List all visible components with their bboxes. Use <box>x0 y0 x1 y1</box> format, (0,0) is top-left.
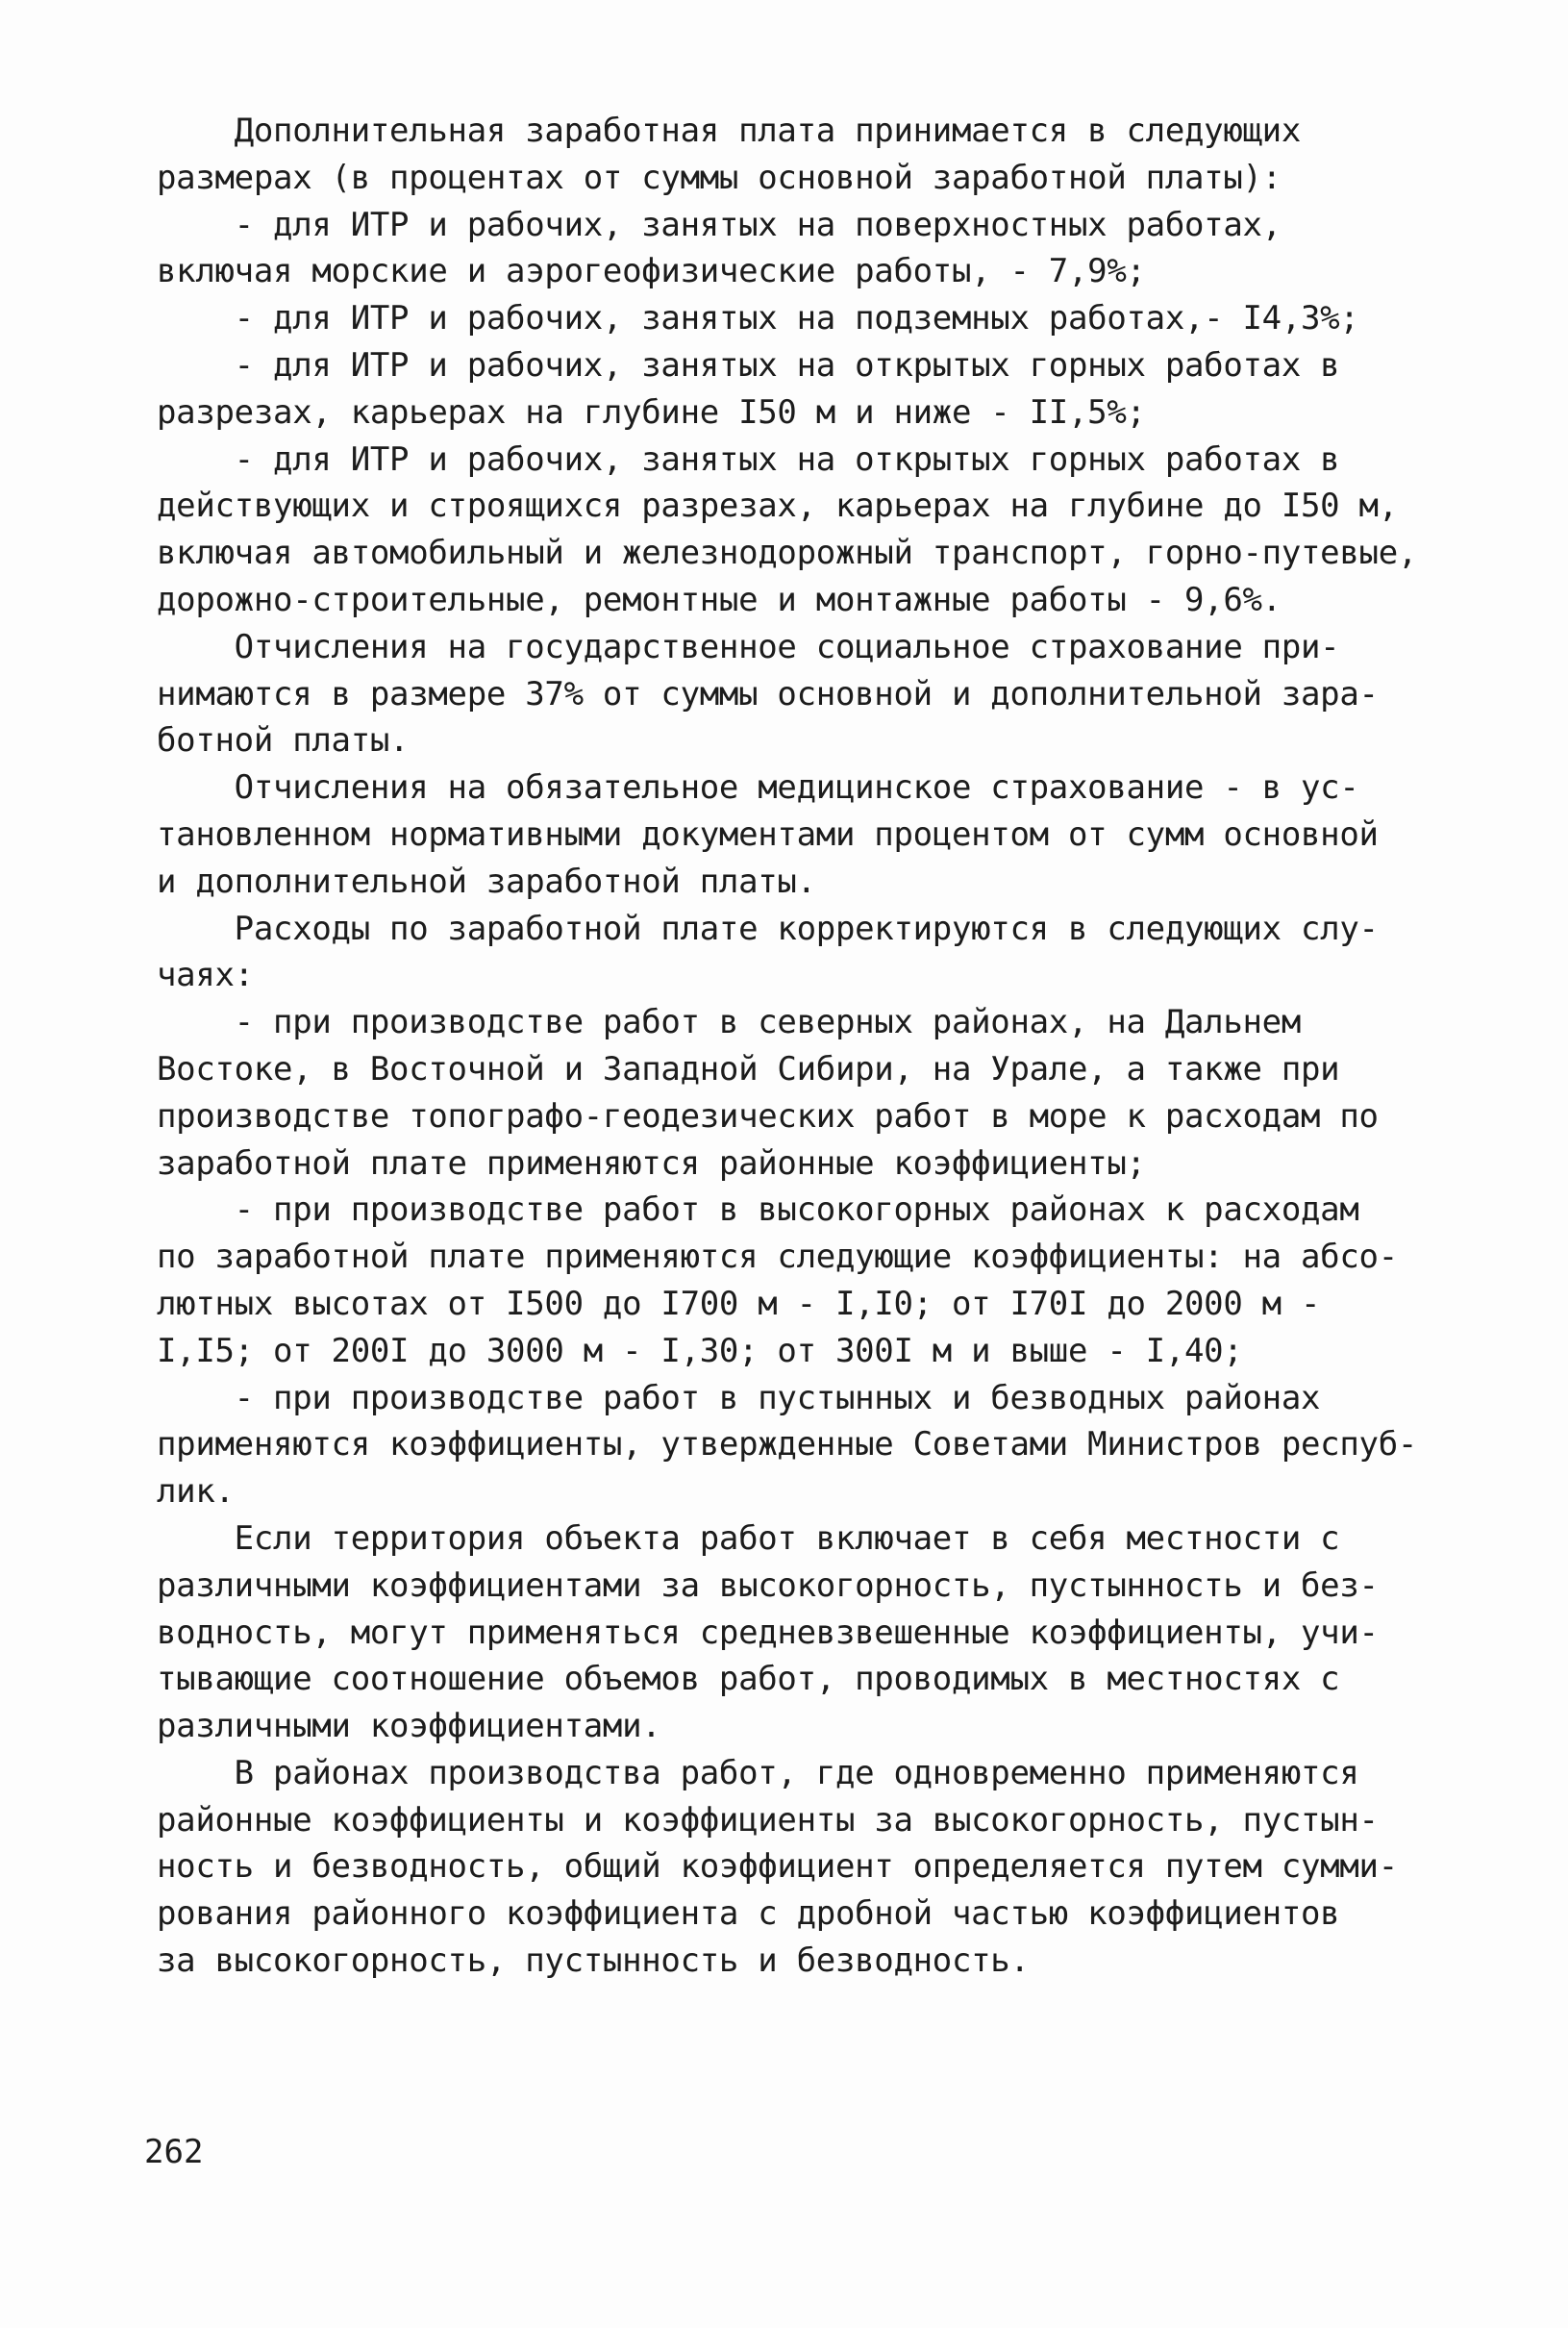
text-line: Дополнительная заработная плата принимается в следующих <box>157 112 1302 150</box>
text-line: заработной плате применяются районные коэффициенты; <box>157 1143 1146 1183</box>
text-line: действующих и строящихся разрезах, карьерах на глубине до I50 м, <box>157 487 1398 526</box>
text-line: тановленном нормативными документами процентом от сумм основной <box>157 814 1379 854</box>
text-line: ность и безводность, общий коэффициент определяется путем сумми- <box>157 1847 1398 1887</box>
text-line: Расходы по заработной плате корректируются в следующих слу- <box>157 909 1379 948</box>
text-line: включая автомобильный и железнодорожный транспорт, горно-путевые, <box>157 534 1418 573</box>
text-line: лик. <box>157 1472 235 1512</box>
text-line: дорожно-строительные, ремонтные и монтажные работы - 9,6%. <box>157 580 1282 619</box>
text-line: Если территория объекта работ включает в себя местности с <box>157 1518 1340 1558</box>
text-line: производстве топографо-геодезических работ в море к расходам по <box>157 1096 1379 1136</box>
text-line: тывающие соотношение объемов работ, проводимых в местностях с <box>157 1660 1340 1699</box>
text-line: - для ИТР и рабочих, занятых на открытых горных работах в <box>157 439 1340 479</box>
text-line: чаях: <box>157 956 254 995</box>
text-line: за высокогорность, пустынность и безводность. <box>157 1941 1030 1981</box>
text-line: - при производстве работ в пустынных и безводных районах <box>157 1378 1321 1417</box>
text-line: рования районного коэффициента с дробной частью коэффициентов <box>157 1894 1340 1934</box>
text-line: водность, могут применяться средневзвешенные коэффициенты, учи- <box>157 1613 1379 1652</box>
text-line: Востоке, в Восточной и Западной Сибири, на Урале, а также при <box>157 1049 1340 1089</box>
text-line: и дополнительной заработной платы. <box>157 862 816 901</box>
text-line: - при производстве работ в северных районах, на Дальнем <box>157 1003 1302 1042</box>
text-line: ботной платы. <box>157 721 410 761</box>
text-line: применяются коэффициенты, утвержденные Советами Министров респуб- <box>157 1425 1418 1464</box>
text-line: различными коэффициентами. <box>157 1707 661 1746</box>
text-line: Отчисления на обязательное медицинское страхование - в ус- <box>157 768 1359 808</box>
text-line: различными коэффициентами за высокогорность, пустынность и без- <box>157 1565 1379 1605</box>
text-line: лютных высотах от I500 до I700 м - I,I0; от I70I до 2000 м - <box>157 1284 1321 1323</box>
text-line: - при производстве работ в высокогорных районах к расходам <box>157 1190 1359 1230</box>
text-line: I,I5; от 200I до 3000 м - I,30; от 300I м и выше - I,40; <box>157 1331 1243 1370</box>
page-number: 262 <box>144 2133 204 2171</box>
text-line: - для ИТР и рабочих, занятых на поверхностных работах, <box>157 205 1282 244</box>
body-text <box>157 108 1426 1985</box>
text-line: разрезах, карьерах на глубине I50 м и ниже - II,5%; <box>157 392 1146 432</box>
text-line: размерах (в процентах от суммы основной заработной платы): <box>157 158 1282 197</box>
text-line: - для ИТР и рабочих, занятых на подземных работах,- I4,3%; <box>157 299 1359 338</box>
text-line: - для ИТР и рабочих, занятых на открытых горных работах в <box>157 345 1340 385</box>
text-line: нимаются в размере 37% от суммы основной и дополнительной зара- <box>157 674 1379 713</box>
text-line: В районах производства работ, где одновременно применяются <box>157 1753 1359 1792</box>
text-line: по заработной плате применяются следующие коэффициенты: на абсо- <box>157 1238 1398 1277</box>
text-line: Отчисления на государственное социальное страхование при- <box>157 627 1340 666</box>
text-line: включая морские и аэрогеофизические работы, - 7,9%; <box>157 252 1146 291</box>
text-line: районные коэффициенты и коэффициенты за высокогорность, пустын- <box>157 1800 1379 1840</box>
